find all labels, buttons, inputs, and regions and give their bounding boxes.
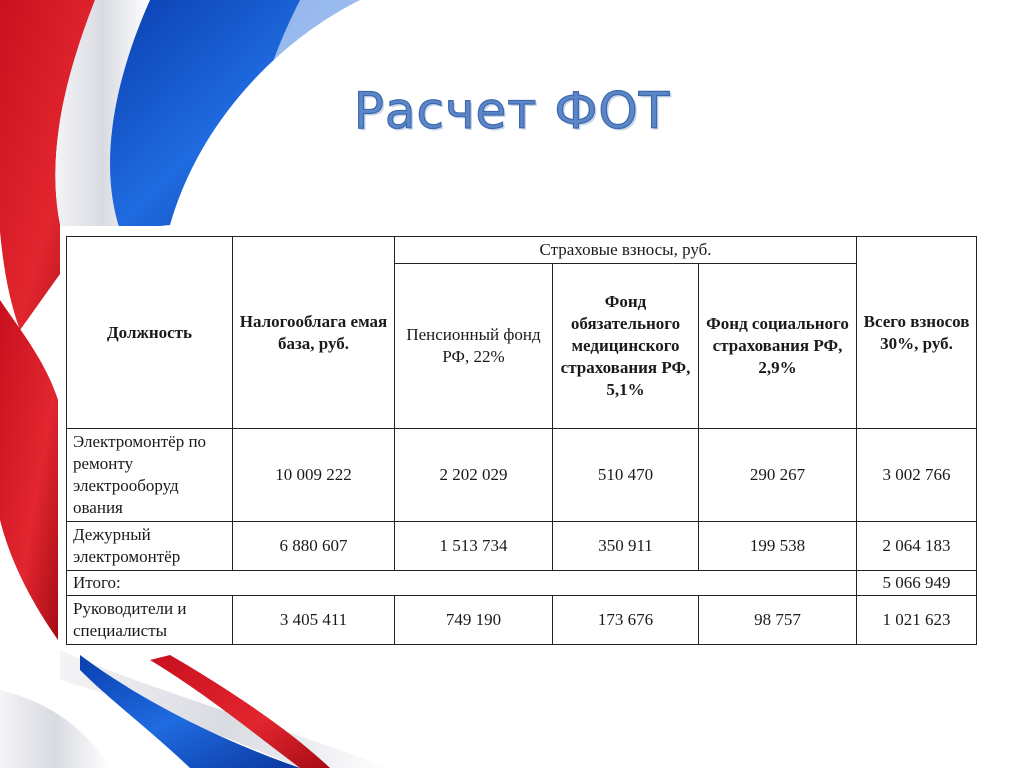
cell-position: Электромонтёр по ремонту электрооборуд ования bbox=[67, 429, 233, 522]
cell-taxable-base: 6 880 607 bbox=[233, 522, 395, 571]
silver-ribbon-bottom-2 bbox=[0, 690, 110, 768]
fot-table bbox=[66, 236, 977, 645]
table-card bbox=[60, 226, 982, 646]
cell-pension-fund: 749 190 bbox=[395, 596, 553, 645]
cell-total: 3 002 766 bbox=[857, 429, 977, 522]
subtotal-label: Итого: bbox=[67, 571, 857, 596]
cell-pension-fund: 2 202 029 bbox=[395, 429, 553, 522]
subtotal-row bbox=[67, 571, 977, 596]
header-insurance-group: Страховые взносы, руб. bbox=[395, 237, 857, 264]
header-taxable-base: Налогооблага емая база, руб. bbox=[233, 237, 395, 429]
cell-medical-fund: 350 911 bbox=[553, 522, 699, 571]
header-total: Всего взносов 30%, руб. bbox=[857, 237, 977, 429]
cell-position: Руководители и специалисты bbox=[67, 596, 233, 645]
red-ribbon-left bbox=[0, 300, 58, 640]
table-row bbox=[67, 596, 977, 645]
cell-total: 2 064 183 bbox=[857, 522, 977, 571]
header-row-1 bbox=[67, 237, 977, 264]
table-row bbox=[67, 429, 977, 522]
header-medical-fund: Фонд обязательного медицинского страхования РФ, 5,1% bbox=[553, 264, 699, 429]
cell-pension-fund: 1 513 734 bbox=[395, 522, 553, 571]
cell-social-fund: 98 757 bbox=[699, 596, 857, 645]
cell-total: 1 021 623 bbox=[857, 596, 977, 645]
header-position: Должность bbox=[67, 237, 233, 429]
cell-social-fund: 290 267 bbox=[699, 429, 857, 522]
cell-medical-fund: 173 676 bbox=[553, 596, 699, 645]
cell-medical-fund: 510 470 bbox=[553, 429, 699, 522]
header-pension-fund: Пенсионный фонд РФ, 22% bbox=[395, 264, 553, 429]
cell-social-fund: 199 538 bbox=[699, 522, 857, 571]
slide-title: Расчет ФОТ bbox=[353, 82, 671, 140]
header-social-fund: Фонд социального страхования РФ, 2,9% bbox=[699, 264, 857, 429]
subtotal-total: 5 066 949 bbox=[857, 571, 977, 596]
cell-taxable-base: 10 009 222 bbox=[233, 429, 395, 522]
cell-taxable-base: 3 405 411 bbox=[233, 596, 395, 645]
table-row bbox=[67, 522, 977, 571]
cell-position: Дежурный электромонтёр bbox=[67, 522, 233, 571]
